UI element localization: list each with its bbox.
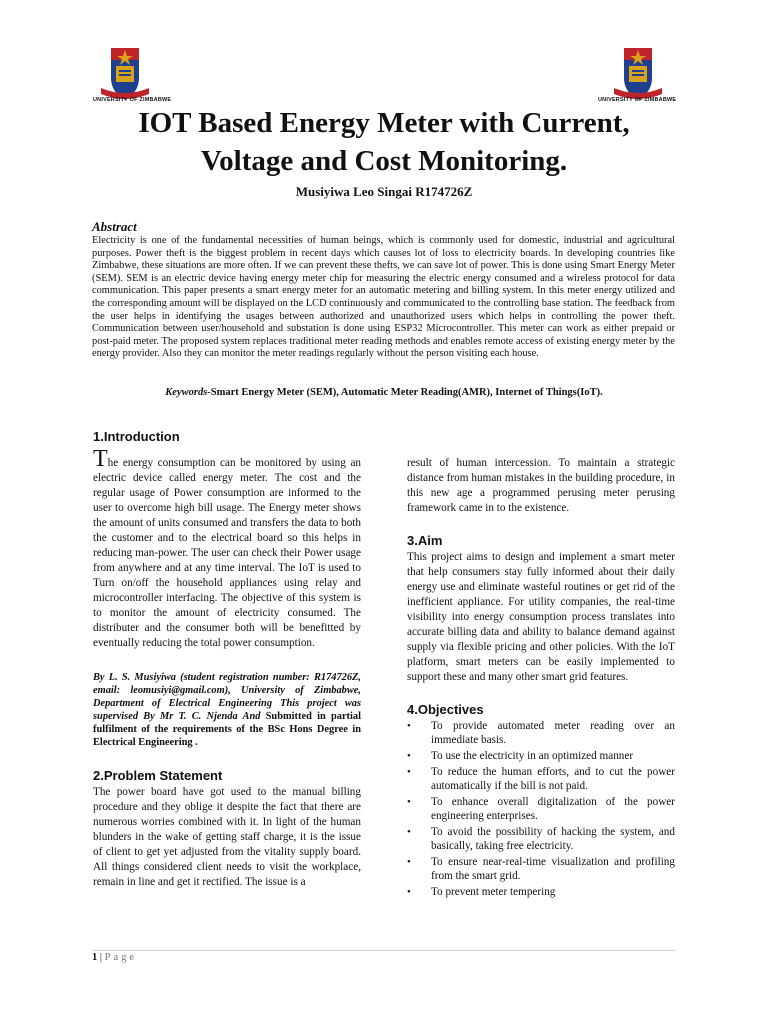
logo-caption-left: UNIVERSITY OF ZIMBABWE (93, 97, 172, 103)
list-item: • To prevent meter tempering (407, 885, 675, 899)
title-line-1: IOT Based Energy Meter with Current, (138, 107, 630, 139)
footer-separator: | (97, 952, 105, 963)
aim-text: This project aims to design and implement a smart meter that help consumers stay fully informed about their daily energy use and eliminate wasteful routines or get rid of the inefficient appliance. For utility companies, the real-time visibility into energy consumption process translates into accurate billing data and ability to balance demand against supply via flexible pricing and other policies. With the IoT platform, smart meters can be easily implemented to support these and many other smart grid features. (407, 551, 675, 683)
paper-title (0, 104, 768, 180)
aim-heading: 3.Aim (407, 533, 443, 548)
page-footer (92, 952, 137, 963)
list-item: • To avoid the possibility of hacking the system, and basically, taking free electricity. (407, 825, 675, 853)
introduction-heading: 1.Introduction (93, 429, 180, 444)
page-label: Page (104, 952, 138, 963)
keywords-label: Keywords- (165, 387, 211, 398)
university-logo-left (97, 44, 153, 104)
introduction-body: he energy consumption can be monitored by using an electric device called energy meter. The cost and the regular usage of Power consumption are informed to the user to overcome high bill usage. The Energy meter shows the amount of units consumed and transfers the data to both the customer and to the electrical board so this helps in reducing man-power. The user can check their Power usage from anywhere and at any time interval. The IoT is used to Turn on/off the household appliances using relay and microcontroller interfacing. The objective of this system is to monitor the amount of electricity consumed. The distributer and the consumer both will be benefitted by eventually reducing the total power consumption. (93, 457, 361, 649)
title-line-2: Voltage and Cost Monitoring. (200, 145, 568, 177)
list-item: • To ensure near-real-time visualization and profiling from the smart grid. (407, 855, 675, 883)
drop-cap: T (93, 446, 108, 472)
problem-statement-heading: 2.Problem Statement (93, 768, 223, 783)
list-item: • To use the electricity in an optimized manner (407, 749, 675, 763)
abstract-heading: Abstract (92, 219, 137, 234)
left-column (93, 428, 361, 890)
keywords-text: Smart Energy Meter (SEM), Automatic Meter Reading(AMR), Internet of Things(IoT). (210, 387, 603, 398)
list-item: • To reduce the human efforts, and to cut the power automatically if the bill is not paid. (407, 765, 675, 793)
list-item: • To provide automated meter reading over an immediate basis. (407, 719, 675, 747)
logo-caption-right: UNIVERSITY OF ZIMBABWE (598, 97, 677, 103)
right-column (407, 456, 675, 901)
credit-bold: Submitted in partial fulfilment of the requirements of the BSc Hons Degree in Electrical Engineering (93, 711, 361, 748)
page-number: 1 (92, 952, 98, 963)
footer-divider (92, 950, 676, 951)
author-line: Musiyiwa Leo Singai R174726Z (295, 184, 473, 199)
objectives-heading: 4.Objectives (407, 702, 484, 717)
credit-end: . (192, 737, 198, 748)
problem-statement-continued: result of human intercession. To maintain a strategic distance from human mistakes in the building procedure, in this new age a programmed perusing meter perusing framework came in to the existence. (407, 457, 675, 514)
credit-italic: By L. S. Musiyiwa (student registration number: R174726Z, email: leomusiyi@gmail.com), University of Zimbabwe, Department of Electrical Engineering This project was supervised By Mr T. C. Njenda And (93, 672, 361, 722)
introduction-text (93, 446, 361, 651)
author-credit (93, 671, 361, 749)
abstract-text: Electricity is one of the fundamental necessities of human beings, which is commonly used for domestic, industrial and agricultural purposes. Power theft is the biggest problem in recent days which causes lot of loss to electricity boards. In developing countries like Zimbabwe, these situations are more often. If we can prevent these thefts, we can save lot of power. This is done using Smart Energy Meter (SEM). SEM is an electric device having energy meter chip for measuring the electric energy consumed and a wireless protocol for data communication. This paper presents a smart energy meter for an automatic metering and billing system. In this meter energy utilized and the corresponding amount will be displayed on the LCD continuously and communicated to the controlling base station. The feedback from the user helps in identifying the usages between authorized and unauthorized users which helps in controlling the power theft. Communication between user/household and substation is done using ESP32 Microcontroller. This meter can work as either prepaid or post-paid meter. The proposed system replaces traditional meter reading methods and enables remote access of existing energy meter by the energy provider. Also they can monitor the meter readings regularly without the person visiting each house. (92, 235, 675, 360)
objectives-list (407, 719, 675, 899)
problem-statement-text: The power board have got used to the manual billing procedure and they oblige it despite the fact that there are numerous worries combined with it. In light of the human blunders in the wake of getting staff charge, it is the issue of client to get yet adjusted from the vitality supply board. All things considered client needs to visit the workplace, remain in line and get it rectified. The issue is a (93, 786, 361, 888)
university-logo-right (610, 44, 666, 104)
list-item: • To enhance overall digitalization of the power engineering enterprises. (407, 795, 675, 823)
keywords-line (0, 387, 768, 398)
